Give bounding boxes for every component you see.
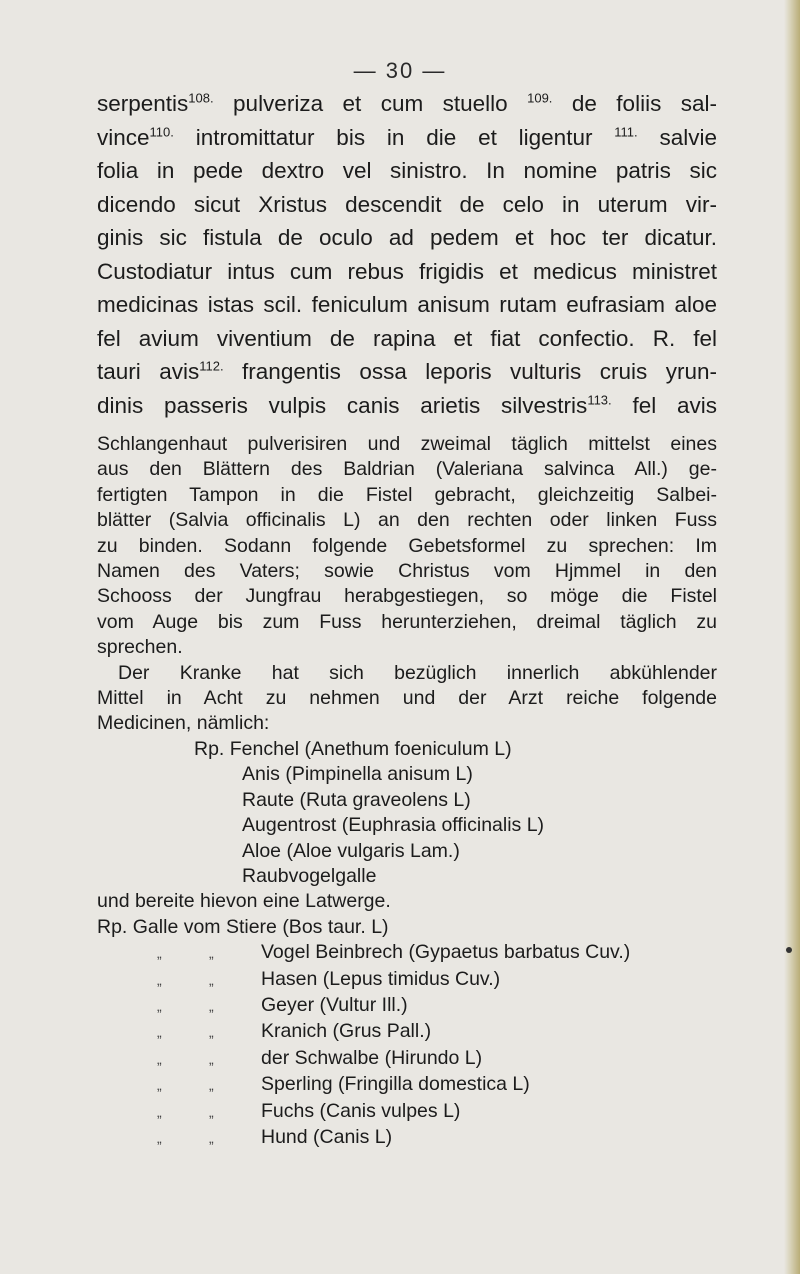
ditto-mark: „ — [157, 971, 162, 988]
latwerge-line: und bereite hievon eine Latwerge. — [97, 890, 391, 913]
ditto-mark: „ — [209, 945, 214, 962]
german-translation-block — [97, 432, 717, 1151]
ditto-mark: „ — [209, 1024, 214, 1041]
latin-line: dicendo sicut Xristus descendit de celo in uterum vir- — [97, 191, 717, 217]
ditto-mark: „ — [209, 1077, 214, 1094]
ditto-mark: „ — [209, 997, 214, 1014]
german-line: Schooss der Jungfrau herabgestiegen, so möge die Fistel — [97, 585, 717, 608]
latin-line: serpentis$^{108.}$ pulveriza et cum stuello $^{109.}$ de foliis sal- — [97, 90, 717, 116]
latin-line: dinis passeris vulpis canis arietis silvestris$^{113.}$ fel avis — [97, 392, 718, 418]
recipe-1-item: Raubvogelgalle — [242, 864, 377, 887]
german-line: sprechen. — [97, 636, 183, 659]
recipe-1-first: Rp. Fenchel (Anethum foeniculum L) — [194, 737, 512, 760]
recipe-2-item: „ „ Kranich (Grus Pall.) — [97, 1019, 717, 1045]
recipe-1-item: Augentrost (Euphrasia officinalis L) — [242, 814, 545, 837]
latin-line: vince$^{110.}$ intromittatur bis in die et ligentur $^{111.}$ salvie — [97, 124, 718, 150]
latin-line: tauri avis$^{112.}$ frangentis ossa leporis vulturis cruis yrun- — [97, 358, 717, 384]
ditto-mark: „ — [157, 1103, 162, 1120]
recipe-1 — [97, 737, 717, 889]
german-line: Schlangenhaut pulverisiren und zweimal täglich mittelst eines — [97, 433, 717, 455]
latin-line: medicinas istas scil. feniculum anisum rutam eufrasiam aloe — [97, 292, 717, 317]
recipe-1-item: Raute (Ruta graveolens L) — [242, 788, 471, 811]
ditto-mark: „ — [209, 1103, 214, 1120]
latin-line: ginis sic fistula de oculo ad pedem et hoc ter dicatur. — [97, 225, 717, 250]
latin-line: fel avium viventium de rapina et fiat confectio. R. fel — [97, 325, 717, 351]
german-line: vom Auge bis zum Fuss herunterziehen, dreimal täglich zu — [97, 610, 717, 633]
page-edge — [784, 0, 800, 1274]
latin-line: folia in pede dextro vel sinistro. In nomine patris sic — [97, 158, 717, 183]
ditto-mark: „ — [209, 971, 214, 988]
recipe-1-item: Anis (Pimpinella anisum L) — [242, 763, 473, 786]
recipe-2-item: „ „ Hund (Canis L) — [97, 1125, 717, 1151]
ditto-mark: „ — [157, 1077, 162, 1094]
recipe-2-item: „ „ Hasen (Lepus timidus Cuv.) — [97, 967, 717, 993]
ditto-mark: „ — [157, 945, 162, 962]
german-line: zu binden. Sodann folgende Gebetsformel zu sprechen: Im — [97, 534, 717, 557]
recipe-2-first: Rp. Galle vom Stiere (Bos taur. L) — [97, 915, 389, 938]
german-line: fertigten Tampon in die Fistel gebracht, gleichzeitig Salbei- — [97, 483, 717, 506]
german-line: blätter (Salvia officinalis L) an den rechten oder linken Fuss — [97, 509, 717, 532]
german-line: Der Kranke hat sich bezüglich innerlich abkühlender — [118, 661, 717, 684]
recipe-1-item: Aloe (Aloe vulgaris Lam.) — [242, 839, 460, 862]
german-line: Medicinen, nämlich: — [97, 712, 270, 735]
ditto-mark: „ — [157, 1129, 162, 1146]
recipe-2-item: „ „ der Schwalbe (Hirundo L) — [97, 1046, 717, 1072]
ditto-mark: „ — [157, 1024, 162, 1041]
recipe-2-item: „ „ Sperling (Fringilla domestica L) — [97, 1072, 717, 1098]
german-line: Namen des Vaters; sowie Christus vom Hjmmel in den — [97, 560, 717, 583]
recipe-2-item: „ „ Fuchs (Canis vulpes L) — [97, 1099, 717, 1125]
ditto-mark: „ — [157, 1050, 162, 1067]
german-line: Mittel in Acht zu nehmen und der Arzt reiche folgende — [97, 687, 717, 710]
page-number: — 30 — — [353, 58, 447, 83]
ditto-mark: „ — [209, 1050, 214, 1067]
latin-line: Custodiatur intus cum rebus frigidis et medicus ministret — [97, 258, 717, 284]
recipe-2-item: „ „ Vogel Beinbrech (Gypaetus barbatus Cuv.) — [97, 940, 717, 966]
ditto-mark: „ — [157, 997, 162, 1014]
ditto-mark: „ — [209, 1129, 214, 1146]
german-line: aus den Blättern des Baldrian (Valeriana salvinca All.) ge- — [97, 458, 717, 481]
ink-spot — [786, 947, 792, 953]
recipe-2-item: „ „ Geyer (Vultur Ill.) — [97, 993, 717, 1019]
latin-text-block — [97, 87, 717, 422]
